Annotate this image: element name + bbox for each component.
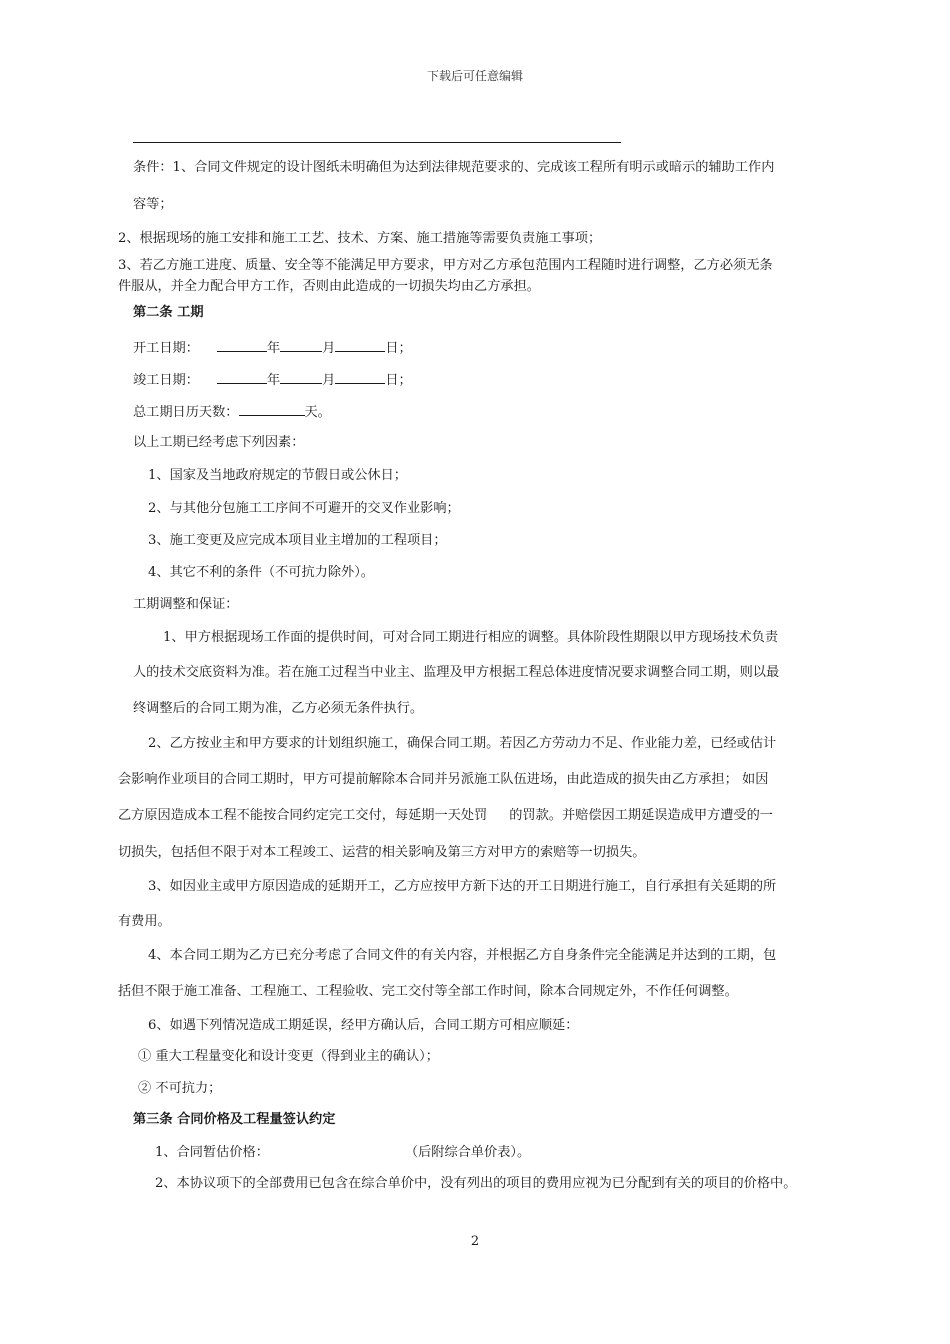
condition-item-1: ① 重大工程量变化和设计变更（得到业主的确认）； xyxy=(138,1049,439,1064)
article-2-title: 第二条 工期 xyxy=(133,305,204,320)
total-days-unit: 天。 xyxy=(304,405,331,420)
conditions-item-3-line-1: 3、若乙方施工进度、质量、安全等不能满足甲方要求，甲方对乙方承包范围内工程随时进行调整，乙方必须无条 xyxy=(118,258,773,273)
factor-item: 4、其它不利的条件（不可抗力除外）。 xyxy=(148,565,374,580)
article-3-item-2: 2、本协议项下的全部费用已包含在综合单价中，没有列出的项目的费用应视为已分配到有关的项目的价格中。 xyxy=(155,1176,797,1191)
estimated-price-note: （后附综合单价表）。 xyxy=(404,1145,531,1160)
article-3-item-1 xyxy=(155,1145,530,1161)
paragraph-1-line-3: 终调整后的合同工期为准，乙方必须无条件执行。 xyxy=(133,701,424,716)
day-label: 日； xyxy=(385,373,412,388)
start-date-row xyxy=(133,339,412,357)
conditions-line-2: 容等； xyxy=(133,197,173,212)
page-header: 下载后可任意编辑 xyxy=(426,69,523,83)
paragraph-2-line-3 xyxy=(118,808,773,824)
paragraph-4-line-1: 4、本合同工期为乙方已充分考虑了合同文件的有关内容，并根据乙方自身条件完全能满足并达到的工期，包 xyxy=(148,948,777,963)
start-date-label: 开工日期： xyxy=(133,341,199,356)
day-label: 日； xyxy=(385,341,412,356)
paragraph-1-line-1: 1、甲方根据现场工作面的提供时间，可对合同工期进行相应的调整。具体阶段性期限以甲方现场技术负责 xyxy=(163,630,779,645)
end-date-row xyxy=(133,371,412,389)
paragraph-1-line-2: 人的技术交底资料为准。若在施工过程当中业主、监理及甲方根据工程总体进度情况要求调整合同工期，则以最 xyxy=(133,665,780,680)
factor-item: 3、施工变更及应完成本项目业主增加的工程项目； xyxy=(148,533,447,548)
month-label: 月 xyxy=(322,341,336,356)
estimated-price-label: 1、合同暂估价格： xyxy=(155,1145,269,1160)
year-label: 年 xyxy=(266,341,281,356)
start-day-blank xyxy=(335,339,385,352)
factors-intro: 以上工期已经考虑下列因素： xyxy=(133,435,305,450)
end-date-label: 竣工日期： xyxy=(133,373,199,388)
end-month-blank xyxy=(280,371,322,384)
factor-item: 2、与其他分包施工工序间不可避开的交叉作业影响； xyxy=(148,501,460,516)
penalty-text-before: 乙方原因造成本工程不能按合同约定完工交付，每延期一天处罚 xyxy=(118,808,488,823)
conditions-item-3-line-2: 件服从，并全力配合甲方工作，否则由此造成的一切损失均由乙方承担。 xyxy=(118,279,540,294)
total-days-blank xyxy=(239,403,305,416)
paragraph-4-line-2: 括但不限于施工准备、工程施工、工程验收、完工交付等全部工作时间，除本合同规定外，不作任何调整。 xyxy=(118,984,738,999)
paragraph-3-line-2: 有费用。 xyxy=(118,914,171,929)
start-year-blank xyxy=(217,339,267,352)
total-days-row xyxy=(133,403,331,421)
adjustment-title: 工期调整和保证： xyxy=(133,597,239,612)
penalty-text-after: 的罚款。并赔偿因工期延误造成甲方遭受的一 xyxy=(509,808,773,823)
year-label: 年 xyxy=(266,373,281,388)
paragraph-2-line-1: 2、乙方按业主和甲方要求的计划组织施工，确保合同工期。若因乙方劳动力不足、作业能力差，已经或估计 xyxy=(148,736,777,751)
end-day-blank xyxy=(335,371,385,384)
start-month-blank xyxy=(280,339,322,352)
factor-item: 1、国家及当地政府规定的节假日或公休日； xyxy=(148,468,407,483)
conditions-line-1: 条件：1、合同文件规定的设计图纸未明确但为达到法律规范要求的、完成该工程所有明示或暗示的辅助工作内 xyxy=(133,160,775,175)
paragraph-3-line-1: 3、如因业主或甲方原因造成的延期开工，乙方应按甲方新下达的开工日期进行施工，自行承担有关延期的所 xyxy=(148,879,777,894)
end-year-blank xyxy=(217,371,267,384)
page-number: 2 xyxy=(470,1234,480,1249)
total-days-label: 总工期日历天数： xyxy=(133,405,239,420)
month-label: 月 xyxy=(322,373,336,388)
article-3-title: 第三条 合同价格及工程量签认约定 xyxy=(133,1112,336,1127)
conditions-item-2: 2、根据现场的施工安排和施工工艺、技术、方案、施工措施等需要负责施工事项； xyxy=(118,231,602,246)
paragraph-2-line-2: 会影响作业项目的合同工期时，甲方可提前解除本合同并另派施工队伍进场，由此造成的损失由乙方承担； 如因 xyxy=(118,772,769,787)
paragraph-6: 6、如遇下列情况造成工期延误，经甲方确认后，合同工期方可相应顺延： xyxy=(148,1018,579,1033)
paragraph-2-line-4: 切损失，包括但不限于对本工程竣工、运营的相关影响及第三方对甲方的索赔等一切损失。 xyxy=(118,845,646,860)
condition-item-2: ② 不可抗力； xyxy=(138,1081,222,1096)
top-rule xyxy=(133,142,621,143)
